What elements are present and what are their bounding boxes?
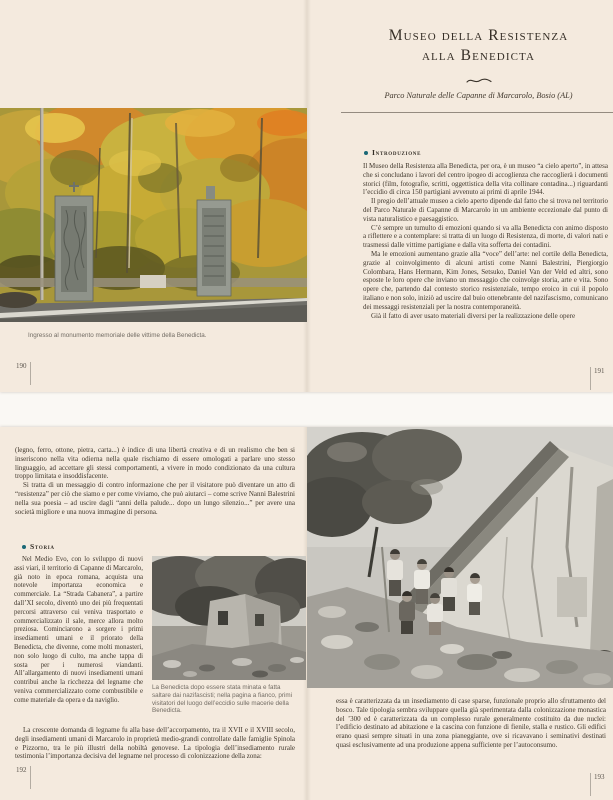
title-line-1: Museo della Resistenza xyxy=(388,27,569,44)
title-line-2: alla Benedicta xyxy=(421,47,536,64)
page-number-190: 190 xyxy=(16,362,31,385)
section-bullet-icon xyxy=(22,545,26,549)
paragraph: La crescente domanda di legname fu alla base dell’accorpamento, tra il XVII e il XVIII secolo, degli insediamenti umani di Marcarolo in proprietà medio-grandi controllate dalle famiglie Spinola e Pizzorno, tra le più illustri della nobiltà genovese. La tipologia dell’insediamento rurale testimonia l’importanza decisiva del legname nel processo di colonizzazione della zona: xyxy=(15,726,295,761)
introduzione-body xyxy=(363,162,608,352)
subtitle-rule xyxy=(341,112,613,113)
section-heading-introduzione xyxy=(364,148,421,157)
section-heading-label: Introduzione xyxy=(372,148,422,157)
photo-benedicta-ruins-bw xyxy=(152,556,306,680)
paragraph: Nel Medio Evo, con lo sviluppo di nuovi assi viari, il territorio di Capanne di Marcarolo, già noto in epoca romana, acquista una notevole importanza economica e commerciale. La “Strada Cabanera”, a partire dall’XI secolo, diventò uno dei più frequentati percorsi attraverso cui veniva trasportato e commercializzato il sale, merce allora molto preziosa. Cominciarono a sorgere i primi insediamenti umani e il priorato della Benedicta, che divenne, come molti monasteri, non solo luogo di culto, ma anche tappa di sosta per i numerosi viandanti. All’allargamento di nuovi insediamenti umani contribuì anche la ricchezza del legname che veniva commercializzato come combustibile e come materiale da opera e da naviglio. xyxy=(14,556,143,704)
page-193-body xyxy=(336,697,606,775)
section-heading-label: Storia xyxy=(30,542,55,551)
photo-monument-entrance-autumn xyxy=(0,108,307,322)
page-192-continuation-body xyxy=(15,446,295,540)
paragraph: Il pregio dell’attuale museo a cielo aperto dipende dal fatto che si trova nel territorio del Parco Naturale di Capanne di Marcarolo in un ambiente eccezionale dal punto di vista naturalistico e paesaggistico. xyxy=(363,197,608,223)
page-subtitle: Parco Naturale delle Capanne di Marcarolo, Bosio (AL) xyxy=(384,91,573,100)
paragraph: Il Museo della Resistenza alla Benedicta, per ora, è un museo “a cielo aperto”, in attesa che si concludano i lavori del centro ipogeo di accoglienza che raccoglierà i documenti storici (film, fotografie, scritti, oggettistica della vita collinare contadina...) riguardanti l’eccidio di circa 150 partigiani avvenuto ai primi di aprile 1944. xyxy=(363,162,608,197)
photo-eccidio-first-visitors-bw xyxy=(307,427,613,688)
paragraph: (legno, ferro, ottone, pietra, carta...) è indice di una libertà creativa e di un realismo che ben si inseriscono nella vita odierna nella quale rischiamo di essere omologati a parlare uno stesso linguaggio, ad accettare gli stessi comportamenti, a vivere in modo condizionato da una cultura troppo limitata e insoddisfacente. xyxy=(15,446,295,481)
ornament-flourish-icon xyxy=(356,72,601,90)
photo-caption-190: Ingresso al monumento memoriale delle vittime della Benedicta. xyxy=(28,332,207,339)
paragraph: essa è caratterizzata da un insediamento di case sparse, funzionale proprio allo sfruttamento del bosco. Tale tipologia sembra sviluppare quella già sperimentata dalla colonizzazione monastica del ’300 ed è caratterizzata da un complesso rurale generalmente costituito da due nuclei: l’edificio destinato ad abitazione e la cascina con funzione di fienile, stalla e rustico. Gli edifici erano quasi sempre situati in una zona pianeggiante, ove si ricavavano i seminativi destinati quasi esclusivamente ad una produzione appena sufficiente per l’autoconsumo. xyxy=(336,697,606,749)
page-title xyxy=(356,26,601,66)
photo-caption-192: La Benedicta dopo essere stata minata e fatta saltare dai nazifascisti; nella pagina a fianco, primi visitatori del luogo dell’eccidio sulle macerie della Benedicta. xyxy=(152,684,293,715)
paragraph: C’è sempre un tumulto di emozioni quando si va alla Benedicta con animo disposto a riflettere e a contemplare: si tratta di un luogo di Resistenza, di morte, di valori nati e trasmessi dalle vittime partigiane e dalla vita sofferta dei contadini. xyxy=(363,223,608,250)
section-bullet-icon xyxy=(364,151,368,155)
paragraph: Si tratta di un messaggio di contro informazione che per il visitatore può diventare un atto di “resistenza” per ciò che siamo e per come viviamo, che può aiutarci – come scrive Nanni Balestrini nella sua poesia – ad uscire dagli “anni della palude... dopo un lungo silenzio...” per avere una società migliore e una nuova immagine di persona. xyxy=(15,481,295,516)
page-number-191: 191 xyxy=(590,367,605,390)
memorial-pillar-right xyxy=(197,186,231,296)
section-heading-storia xyxy=(22,542,55,551)
paragraph: Già il fatto di aver usato materiali diversi per la realizzazione delle opere xyxy=(371,311,576,320)
paragraph: Ma le emozioni aumentano grazie alla “voce” dell’arte: nel cortile della Benedicta, grazie al coinvolgimento di alcuni artisti come Nanni Balestrini, Piergiorgio Colombara, Hans Hermann, Kim Jones, Setsuko, Daniel Van der Veld ed altri, sono esposte le loro opere che inviano un messaggio che coinvolge storia, arte e vita. Sono opere che, partendo dal contesto storico resistenziale, tempo eroico in cui il popolo italiano e non solo, iniziò ad uscire dal buio ottenebrante del nazifascismo, comunicano dei messaggi resistenziali per la nostra contemporaneità. xyxy=(363,249,608,311)
page-number-192: 192 xyxy=(16,766,31,789)
page-192-closing-body xyxy=(15,726,295,774)
storia-column xyxy=(14,556,143,726)
memorial-pillar-left xyxy=(55,182,93,301)
page-number-193: 193 xyxy=(590,773,605,796)
